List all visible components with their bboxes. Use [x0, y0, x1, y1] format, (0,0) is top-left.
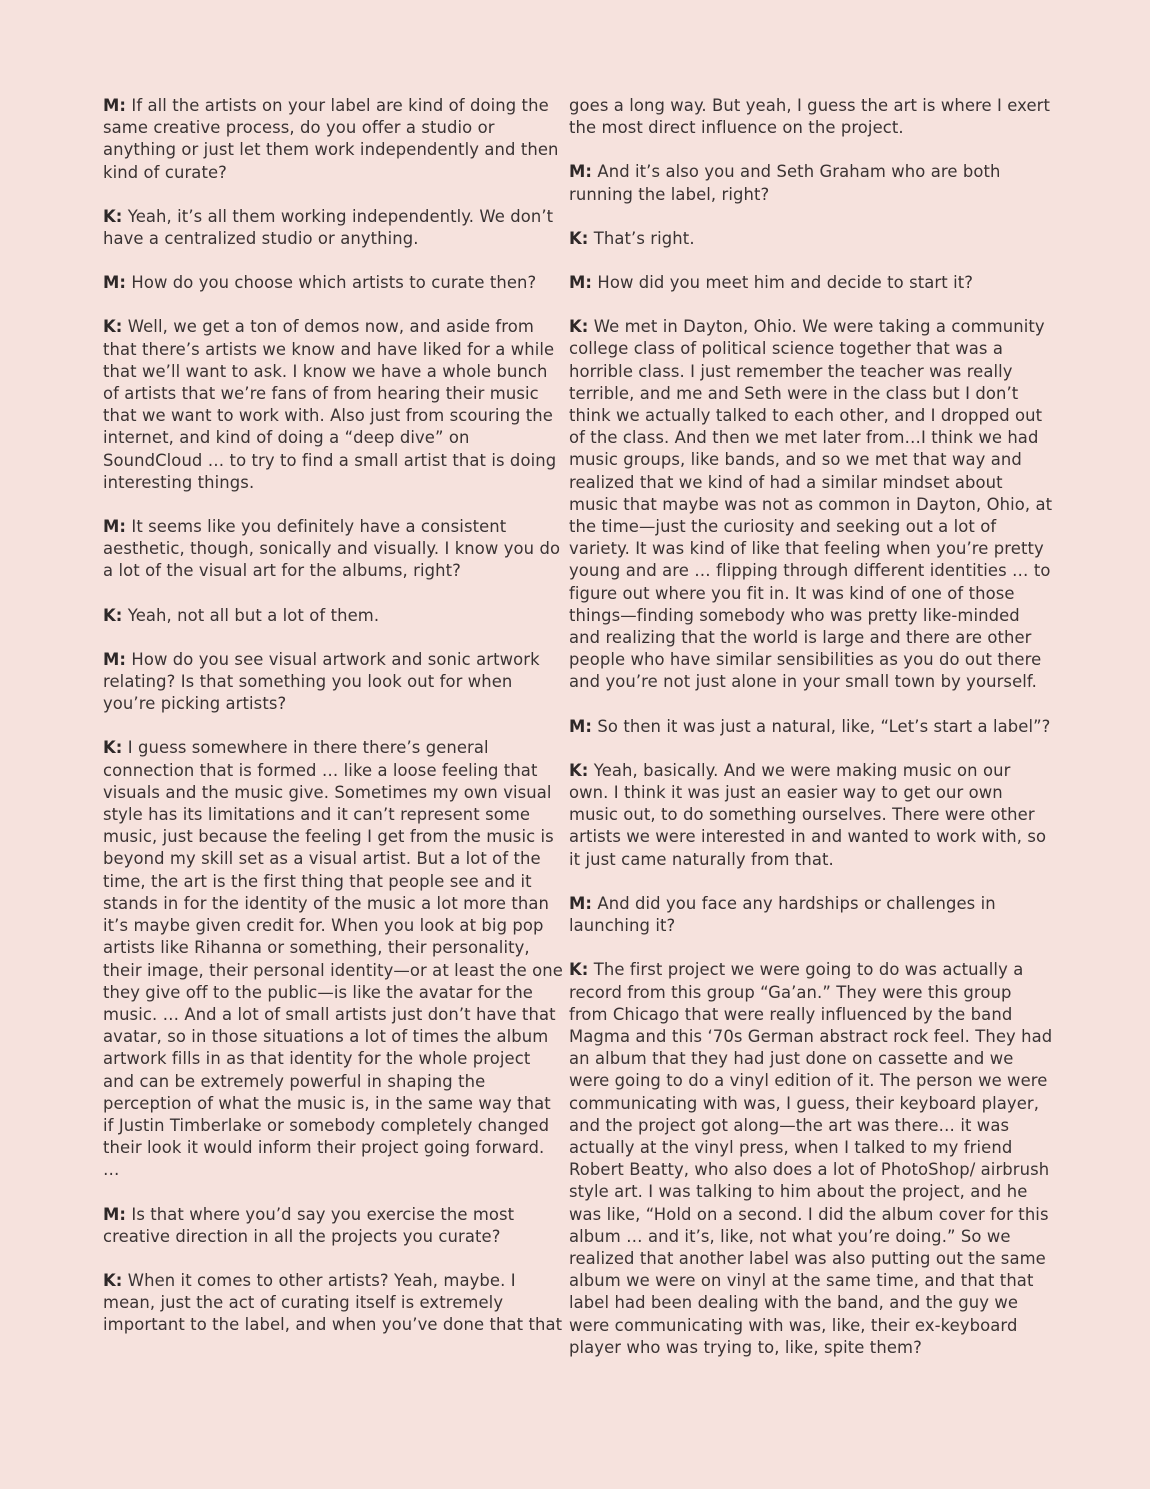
speaker-label: K: — [103, 738, 123, 758]
paragraph — [103, 649, 563, 716]
speaker-label: K: — [103, 605, 123, 625]
paragraph-text: Yeah, it’s all them working independently. We don’t have a centralized studio or anything. — [103, 206, 554, 249]
paragraph-text: When it comes to other artists? Yeah, maybe. I mean, just the act of curating itself is extremely important to the label, and when you’ve done that that — [103, 1270, 563, 1335]
paragraph — [103, 316, 563, 494]
speaker-label: M: — [103, 1204, 127, 1224]
speaker-label: K: — [569, 960, 589, 980]
paragraph-text: Yeah, basically. And we were making music on our own. I think it was just an easier way to get our own music out, to do something ourselves. There were other artists we were interested in and wanted to work with, so it just came naturally from that. — [569, 760, 1047, 869]
speaker-label: M: — [569, 716, 593, 736]
speaker-label: M: — [569, 162, 593, 182]
paragraph-text: Yeah, not all but a lot of them. — [122, 605, 380, 625]
paragraph — [103, 272, 563, 294]
speaker-label: M: — [103, 96, 127, 115]
paragraph — [569, 716, 1053, 738]
paragraph-text: Is that where you’d say you exercise the most creative direction in all the projects you curate? — [103, 1204, 515, 1246]
paragraph — [103, 95, 563, 184]
paragraph-text: Well, we get a ton of demos now, and aside from that there’s artists we know and have liked for a while that we’ll want to ask. I know we have a whole bunch of artists that we’re fans of from hearing their music that we want to work with. Also just from scouring the internet, and kind of doing a “deep dive” on SoundCloud … to try to find a small artist that is doing interesting things. — [103, 317, 557, 492]
paragraph-text: The first project we were going to do was actually a record from this group “Ga’an.” They were this group from Chicago that were really influenced by the band Magma and this ‘70s German abstract rock feel. They had an album that they had just done on cassette and we were going to do a vinyl edition of it. The person we were communicating with was, I guess, their keyboard player, and the project got along—the art was there… it was actually at the vinyl press, when I talked to my friend Robert Beatty, who also does a lot of PhotoShop/ airbrush style art. I was talking to him about the project, and he was like, “Hold on a second. I did the album cover for this album … and it’s, like, not what you’re doing.” So we realized that another label was also putting out the same album we were on vinyl at the same time, and that that label had been dealing with the band, and the guy we were communicating with was, like, their ex-keyboard player who was trying to, like, spite them? — [569, 960, 1053, 1357]
speaker-label: M: — [569, 273, 593, 293]
paragraph — [569, 893, 1053, 937]
paragraph-text: And it’s also you and Seth Graham who are both running the label, right? — [569, 162, 1001, 204]
paragraph — [103, 605, 563, 627]
paragraph-text: goes a long way. But yeah, I guess the art is where I exert the most direct influence on the project. — [569, 96, 1051, 138]
speaker-label: K: — [569, 760, 589, 780]
paragraph — [569, 316, 1053, 693]
paragraph — [569, 161, 1053, 205]
paragraph-text: I guess somewhere in there there’s general connection that is formed … like a loose feeling that visuals and the music give. Sometimes my own visual style has its limitations and it can’t represent some music, just because the feeling I get from the music is beyond my skill set as a visual artist. But a lot of the time, the art is the first thing that people see and it stands in for the identity of the music a lot more than it’s maybe given credit for. When you look at big pop artists like Rihanna or something, their personality, their image, their personal identity—or at least the one they give off to the public—is like the avatar for the music. … And a lot of small artists just don’t have that avatar, so in those situations a lot of times the album artwork fills in as that identity for the whole project and can be extremely powerful in shaping the perception of what the music is, in the same way that if Justin Timberlake or somebody completely changed their look it would inform their project going forward. … — [103, 738, 563, 1180]
paragraph-text: How did you meet him and decide to start it? — [592, 273, 974, 293]
paragraph-text: That’s right. — [588, 228, 695, 248]
paragraph-text: How do you choose which artists to curate then? — [126, 273, 537, 293]
paragraph — [103, 737, 563, 1181]
paragraph-text: And did you face any hardships or challenges in launching it? — [569, 893, 996, 936]
speaker-label: M: — [103, 517, 127, 537]
speaker-label: K: — [569, 228, 589, 248]
paragraph — [103, 516, 563, 583]
paragraph — [103, 1270, 563, 1337]
left-column — [103, 95, 563, 1395]
paragraph-text: If all the artists on your label are kind of doing the same creative process, do you offer a studio or anything or just let them work independently and then kind of curate? — [103, 96, 559, 182]
speaker-label: K: — [103, 1270, 123, 1290]
paragraph — [569, 272, 1053, 294]
paragraph-text: We met in Dayton, Ohio. We were taking a community college class of political science together that was a horrible class. I just remember the teacher was really terrible, and me and Seth were in the class but I don’t think we actually talked to each other, and I dropped out of the class. And then we met later from…I think we had music groups, like bands, and so we met that way and realized that we kind of had a similar mindset about music that maybe was not as common in Dayton, Ohio, at the time—just the curiosity and seeking out a lot of variety. It was kind of like that feeling when you’re pretty young and are … flipping through different identities … to figure out where you fit in. It was kind of one of those things—finding somebody who was pretty like-minded and realizing that the world is large and there are other people who have similar sensibilities as you do out there and you’re not just alone in your small town by yourself. — [569, 317, 1053, 692]
speaker-label: K: — [569, 317, 589, 337]
interview-page — [103, 95, 1053, 1395]
speaker-label: M: — [103, 273, 127, 293]
speaker-label: K: — [103, 206, 123, 226]
paragraph — [569, 228, 1053, 250]
speaker-label: M: — [569, 893, 593, 913]
paragraph-text: How do you see visual artwork and sonic artwork relating? Is that something you look out for when you’re picking artists? — [103, 649, 540, 714]
paragraph — [569, 959, 1053, 1359]
right-column — [569, 95, 1053, 1395]
paragraph-text: It seems like you definitely have a consistent aesthetic, though, sonically and visually. I know you do a lot of the visual art for the albums, right? — [103, 517, 561, 581]
paragraph — [569, 95, 1053, 139]
paragraph — [569, 760, 1053, 871]
speaker-label: M: — [103, 649, 127, 669]
paragraph-text: So then it was just a natural, like, “Let’s start a label”? — [592, 716, 1051, 736]
paragraph — [103, 206, 563, 250]
speaker-label: K: — [103, 317, 123, 337]
paragraph — [103, 1204, 563, 1248]
